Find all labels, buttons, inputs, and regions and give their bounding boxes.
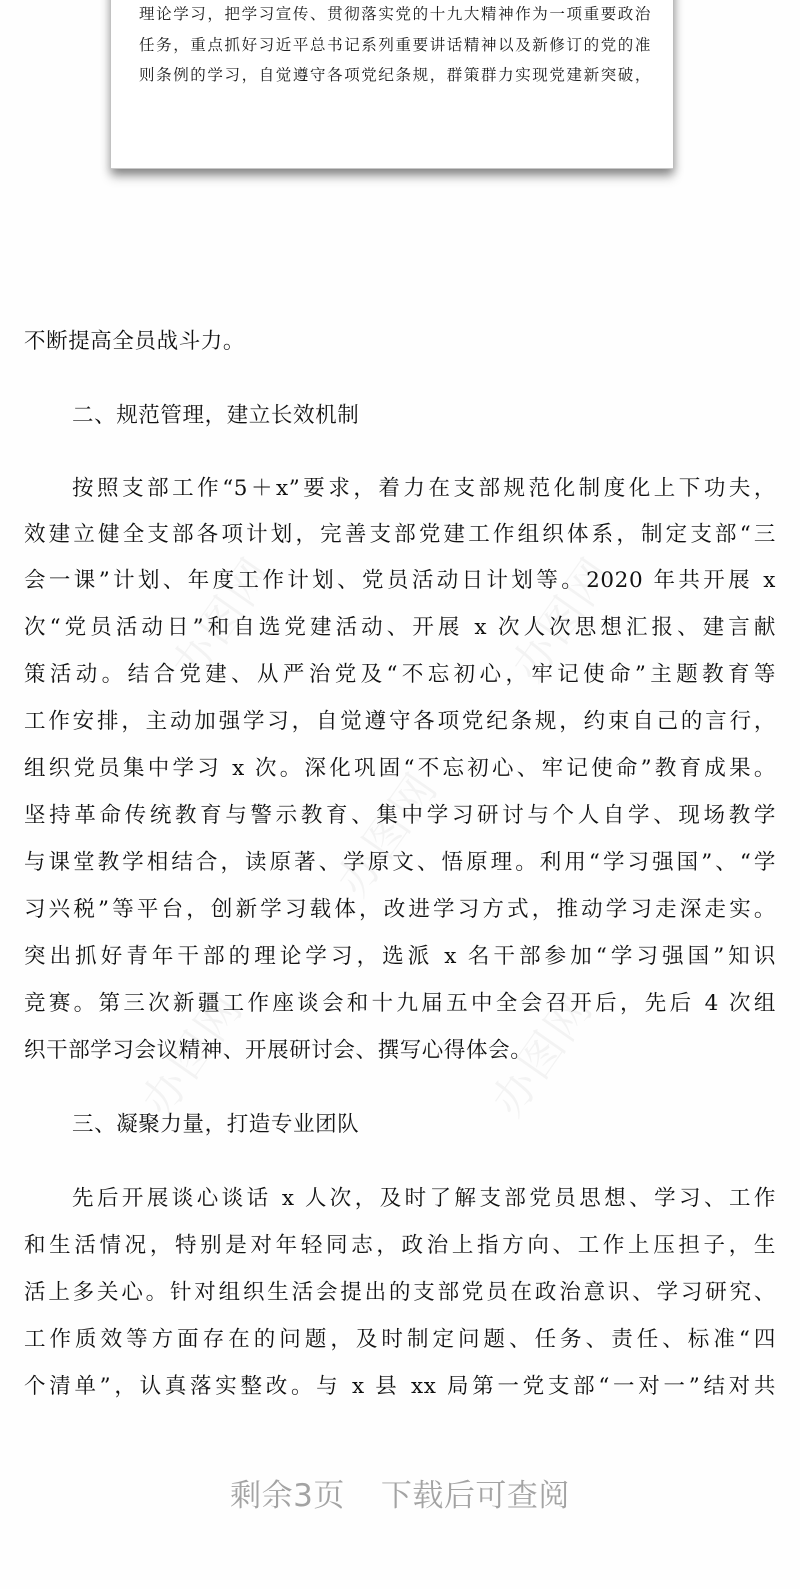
text-line: 和生活情况，特别是对年轻同志，政治上指方向、工作上压担子，生 xyxy=(24,1233,776,1258)
text-line: 工作质效等方面存在的问题，及时制定问题、任务、责任、标准“四 xyxy=(24,1327,776,1352)
text-line: 织干部学习会议精神、开展研讨会、撰写心得体会。 xyxy=(24,1038,533,1063)
text-line: 个清单”，认真落实整改。与 x 县 xx 局第一党支部“一对一”结对共 xyxy=(24,1374,776,1399)
text-line: 次“党员活动日”和自选党建活动、开展 x 次人次思想汇报、建言献 xyxy=(24,615,776,640)
preview-line: 理论学习，把学习宣传、贯彻落实党的十九大精神作为一项重要政治 xyxy=(139,5,653,23)
page-preview-card xyxy=(111,0,673,169)
text-line: 会一课”计划、年度工作计划、党员活动日计划等。2020 年共开展 x xyxy=(24,568,776,593)
preview-line: 任务，重点抓好习近平总书记系列重要讲话精神以及新修订的党的准 xyxy=(139,36,653,54)
section-heading: 三、凝聚力量，打造专业团队 xyxy=(72,1112,360,1137)
text-line: 竞赛。第三次新疆工作座谈会和十九届五中全会召开后，先后 4 次组 xyxy=(24,991,776,1016)
text-line: 组织党员集中学习 x 次。深化巩固“不忘初心、牢记使命”教育成果。 xyxy=(24,756,776,781)
remaining-pages-count: 剩余3页 xyxy=(230,1478,345,1514)
preview-line: 则条例的学习，自觉遵守各项党纪条规，群策群力实现党建新突破， xyxy=(139,66,653,84)
text-line: 工作安排，主动加强学习，自觉遵守各项党纪条规，约束自己的言行， xyxy=(24,709,776,734)
text-line: 按照支部工作“5＋x”要求，着力在支部规范化制度化上下功夫， xyxy=(72,476,776,501)
paragraph-continuation: 不断提高全员战斗力。 xyxy=(24,329,246,354)
text-line: 与课堂教学相结合，读原著、学原文、悟原理。利用“学习强国”、“学 xyxy=(24,850,776,875)
text-line: 活上多关心。针对组织生活会提出的支部党员在政治意识、学习研究、 xyxy=(24,1280,776,1305)
text-line: 坚持革命传统教育与警示教育、集中学习研讨与个人自学、现场教学 xyxy=(24,803,776,828)
text-line: 突出抓好青年干部的理论学习，选派 x 名干部参加“学习强国”知识 xyxy=(24,944,776,969)
text-line: 习兴税”等平台，创新学习载体，改进学习方式，推动学习走深走实。 xyxy=(24,897,776,922)
download-to-view-link[interactable]: 下载后可查阅 xyxy=(380,1478,570,1514)
text-line: 效建立健全支部各项计划，完善支部党建工作组织体系，制定支部“三 xyxy=(24,522,776,547)
text-line: 先后开展谈心谈话 x 人次，及时了解支部党员思想、学习、工作 xyxy=(72,1186,776,1211)
remaining-pages-prompt[interactable] xyxy=(0,1470,800,1515)
text-line: 策活动。结合党建、从严治党及“不忘初心，牢记使命”主题教育等 xyxy=(24,662,776,687)
section-heading: 二、规范管理，建立长效机制 xyxy=(72,403,360,428)
